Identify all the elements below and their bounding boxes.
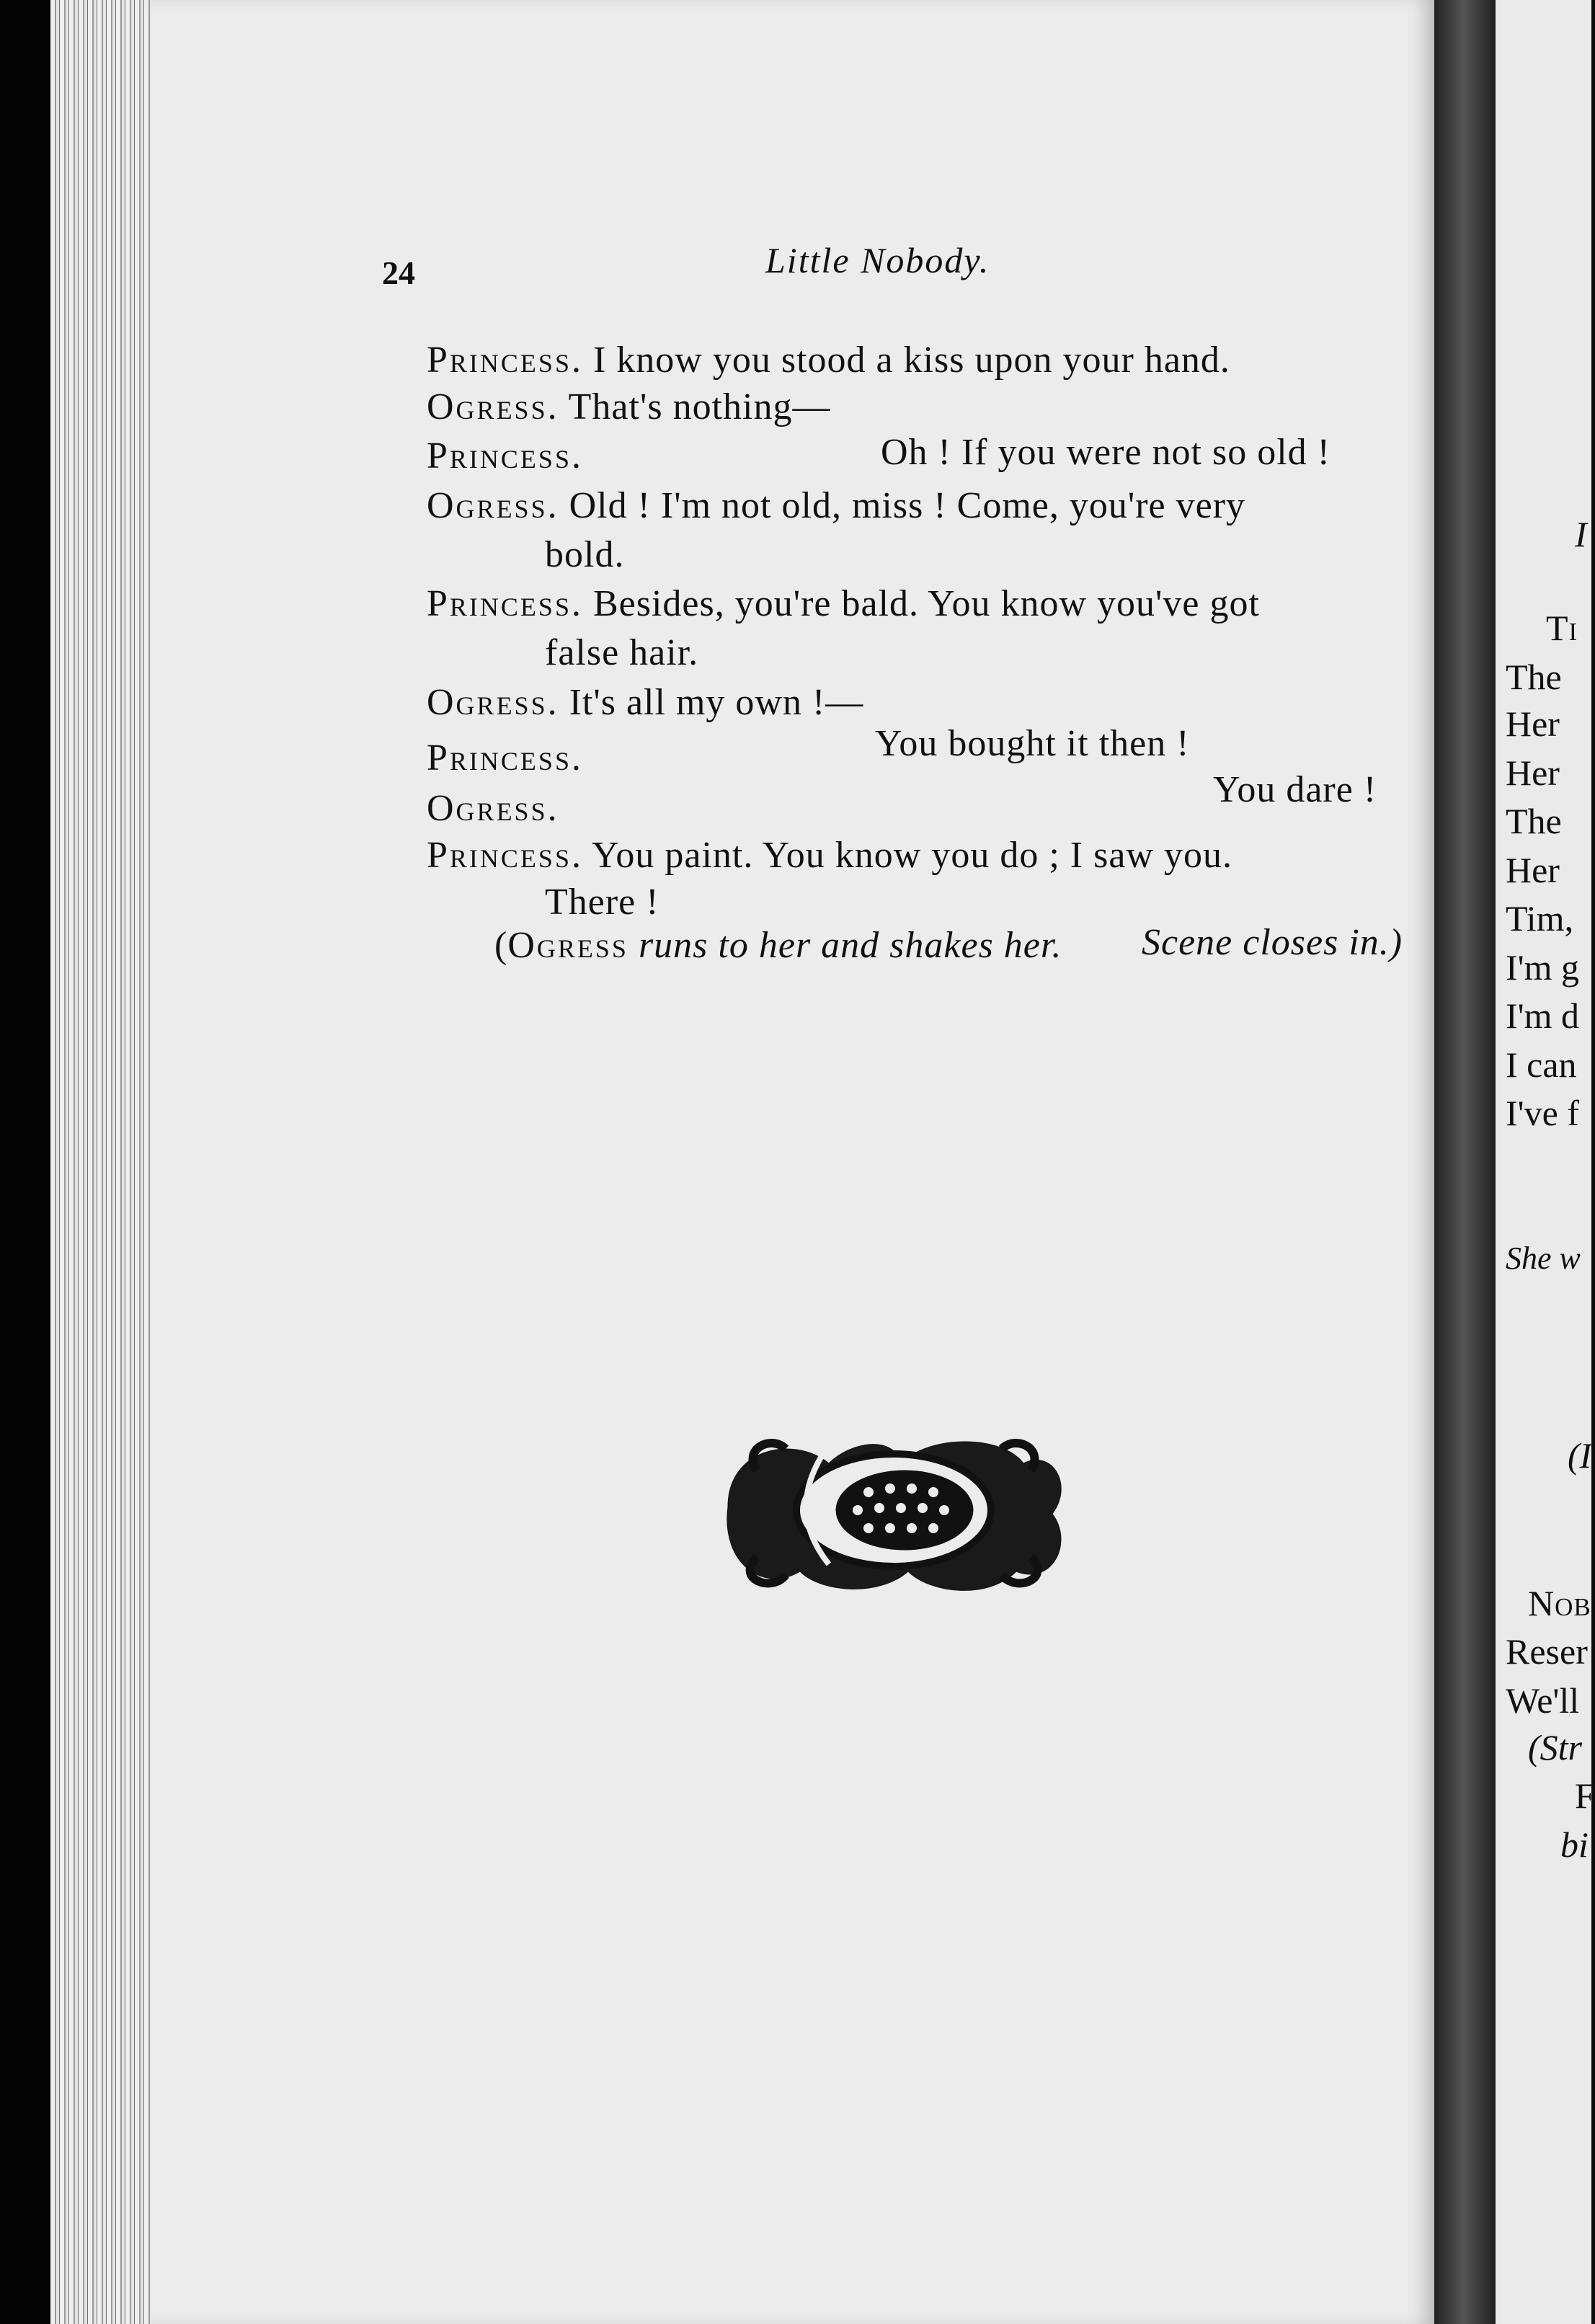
facing-line: F [1575,1775,1595,1816]
facing-page [1496,0,1595,2324]
speaker-name: Ogress. [427,788,559,829]
book-page [151,0,1434,2324]
facing-line: Ti [1546,608,1578,648]
facing-line: She w [1506,1241,1581,1276]
facing-line: Her [1506,753,1560,793]
speaker-name: Ogress. [427,682,559,723]
book-gutter [1434,0,1499,2324]
dialogue-line [427,386,830,428]
dialogue-continuation: false hair. [545,632,699,673]
page-number: 24 [382,254,415,291]
speaker-name: Princess. [427,835,583,876]
facing-line: I've f [1506,1093,1580,1133]
dialogue-text: You bought it then ! [875,723,1190,764]
decorative-ornament [714,1420,1074,1600]
facing-line: Her [1506,704,1560,744]
speaker-name: Princess. [427,435,583,476]
dialogue-text: It's all my own !— [569,682,864,723]
speaker-name: Ogress. [427,485,559,526]
facing-line: Reser [1506,1631,1588,1672]
dialogue-line [427,787,559,830]
dialogue-text: You dare ! [1213,769,1377,810]
dialogue-text: Oh ! If you were not so old ! [881,432,1330,473]
facing-line: I'm d [1506,995,1580,1036]
running-head: Little Nobody. [765,240,990,280]
dialogue-line [427,339,1230,381]
facing-line: The [1506,801,1562,841]
dialogue-continuation: There ! [545,882,659,923]
stage-open-paren: ( [494,925,508,966]
facing-line: Tim, [1506,898,1574,939]
facing-line: I [1575,514,1587,554]
dialogue-continuation: bold. [545,534,625,575]
speaker-name: Ogress. [427,386,559,427]
dialogue-text: Old ! I'm not old, miss ! Come, you're very [569,485,1246,526]
speaker-name: Princess. [427,340,583,381]
dialogue-text: You paint. You know you do ; I saw you. [592,835,1232,876]
facing-line: I'm g [1506,947,1580,988]
dialogue-text: That's nothing— [568,386,831,427]
stage-direction [494,924,1062,967]
facing-line: (Str [1528,1727,1582,1768]
dialogue-text: I know you stood a kiss upon your hand. [592,340,1230,381]
page-edges [50,0,159,2324]
facing-line: We'll [1506,1680,1580,1721]
facing-line: Nob [1528,1583,1591,1623]
dialogue-line [427,435,583,477]
dialogue-line [427,582,1260,625]
stage-ending: Scene closes in.) [1142,922,1403,963]
speaker-name: Princess. [427,737,583,779]
facing-line: (I [1568,1435,1592,1476]
facing-line: I can [1506,1045,1577,1085]
dialogue-line [427,737,583,779]
dialogue-line [427,484,1245,527]
facing-line: bi [1560,1824,1589,1865]
facing-line: Her [1506,850,1560,890]
dialogue-text: Besides, you're bald. You know you've got [592,583,1260,624]
dialogue-line [427,834,1232,877]
speaker-name: Princess. [427,583,583,624]
left-binding-shadow [0,0,56,2324]
facing-line: The [1506,657,1562,697]
stage-text: runs to her and shakes her. [638,925,1062,966]
dialogue-line [427,681,863,724]
stage-speaker: Ogress [507,925,628,966]
